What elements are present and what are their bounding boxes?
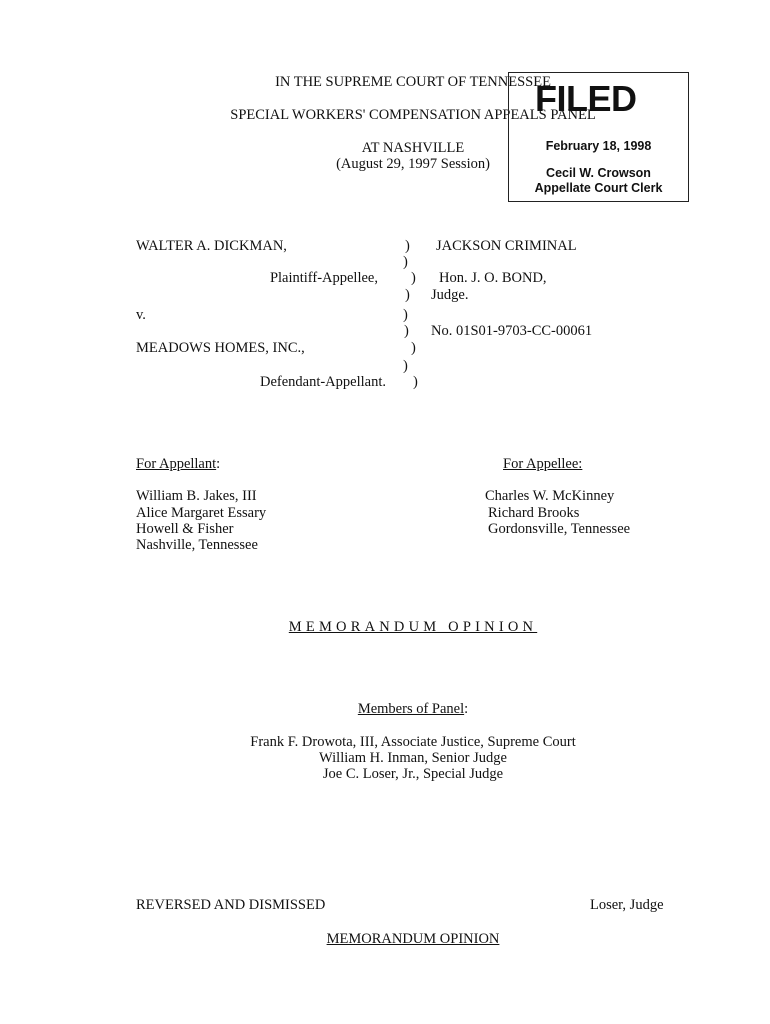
appellee-counsel-line: Charles W. McKinney [485, 488, 615, 504]
panel-member: William H. Inman, Senior Judge [319, 750, 507, 766]
filed-stamp-clerk-name: Cecil W. Crowson [546, 166, 651, 180]
caption-bracket: ) [405, 287, 410, 303]
caption-bracket: ) [404, 323, 409, 339]
plaintiff-name: WALTER A. DICKMAN, [136, 238, 287, 254]
filed-stamp-date: February 18, 1998 [545, 139, 652, 153]
filed-stamp-word: FILED [535, 78, 637, 119]
appellant-counsel-heading [136, 456, 220, 472]
court-name-heading: IN THE SUPREME COURT OF TENNESSEE [275, 74, 551, 90]
caption-bracket: ) [403, 358, 408, 374]
caption-bracket: ) [413, 374, 418, 390]
trial-judge-name: Hon. J. O. BOND, [439, 270, 547, 286]
caption-bracket: ) [411, 340, 416, 356]
memorandum-opinion-title [0, 619, 770, 635]
appellee-counsel-heading: For Appellee: [503, 456, 583, 472]
trial-judge-title: Judge. [431, 287, 469, 303]
panel-member: Joe C. Loser, Jr., Special Judge [322, 766, 504, 782]
disposition: REVERSED AND DISMISSED [136, 897, 326, 913]
trial-court-name: JACKSON CRIMINAL [436, 238, 577, 254]
appellant-counsel-line: William B. Jakes, III [136, 488, 257, 504]
appellant-counsel-line: Nashville, Tennessee [136, 537, 258, 553]
location-heading: AT NASHVILLE [361, 140, 465, 156]
panel-members-heading-text: Members of Panel [357, 701, 465, 717]
memorandum-opinion-title-text: MEMORANDUM OPINION [288, 619, 538, 635]
opinion-author: Loser, Judge [590, 897, 664, 913]
caption-bracket: ) [405, 238, 410, 254]
defendant-name: MEADOWS HOMES, INC., [136, 340, 305, 356]
appellant-counsel-heading-text: For Appellant [136, 456, 217, 472]
appellee-counsel-line: Gordonsville, Tennessee [488, 521, 631, 537]
caption-bracket: ) [411, 270, 416, 286]
caption-bracket: ) [403, 307, 408, 323]
panel-name-heading: SPECIAL WORKERS' COMPENSATION APPEALS PANEL [230, 107, 596, 123]
appellant-counsel-heading-colon: : [216, 456, 221, 472]
defendant-role: Defendant-Appellant. [259, 374, 386, 390]
plaintiff-role: Plaintiff-Appellee, [269, 270, 378, 286]
appellee-counsel-line: Richard Brooks [488, 505, 580, 521]
session-heading: (August 29, 1997 Session) [336, 156, 490, 172]
docket-number: No. 01S01-9703-CC-00061 [431, 323, 593, 339]
panel-members-heading-colon: : [464, 701, 469, 717]
memorandum-opinion-footer-title [0, 931, 770, 947]
versus: v. [136, 307, 146, 323]
panel-members-heading [0, 701, 770, 717]
memorandum-opinion-footer-text: MEMORANDUM OPINION [326, 931, 500, 947]
appellant-counsel-line: Howell & Fisher [136, 521, 234, 537]
filed-stamp-clerk-title: Appellate Court Clerk [534, 181, 663, 195]
panel-member: Frank F. Drowota, III, Associate Justice, Supreme Court [250, 734, 576, 750]
filed-stamp [508, 72, 689, 202]
caption-bracket: ) [403, 254, 408, 270]
appellant-counsel-line: Alice Margaret Essary [136, 505, 267, 521]
